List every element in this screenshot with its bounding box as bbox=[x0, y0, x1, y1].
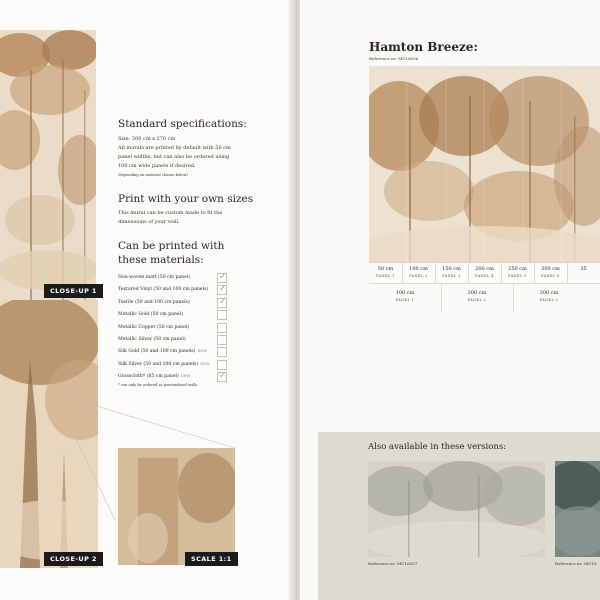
panel-label: PANEL 4 bbox=[475, 274, 494, 278]
material-checkbox[interactable] bbox=[217, 273, 227, 283]
mural-reference: Reference nr: MU16036 bbox=[369, 56, 419, 61]
panel-size-table bbox=[369, 262, 600, 310]
check-icon: ✓ bbox=[219, 371, 227, 382]
version1-image bbox=[368, 461, 545, 557]
panel-cell-top bbox=[468, 266, 501, 280]
panel-label: PANEL 1 bbox=[395, 298, 415, 302]
material-checkbox[interactable] bbox=[217, 310, 227, 320]
scale-image bbox=[118, 448, 235, 565]
panel-label: PANEL 5 bbox=[508, 274, 527, 278]
panel-size: 50 cm bbox=[377, 266, 394, 272]
scale-label: SCALE 1:1 bbox=[185, 552, 238, 566]
material-label: Silk Silver (50 and 100 cm panels) bbox=[118, 361, 199, 367]
material-checkbox[interactable] bbox=[217, 360, 227, 370]
panel-cell-top bbox=[369, 266, 402, 280]
mural-title: Hamton Breeze: bbox=[369, 40, 478, 54]
check-icon: ✓ bbox=[219, 296, 227, 307]
material-label: Textile (50 and 100 cm panels) bbox=[118, 299, 190, 305]
panel-size: 100 cm bbox=[395, 290, 415, 296]
panel-label: PANEL 3 bbox=[442, 274, 461, 278]
material-item bbox=[118, 284, 228, 296]
panel-cell-top bbox=[501, 266, 534, 280]
panel-size: 150 cm bbox=[442, 266, 461, 272]
panel-size: 200 cm bbox=[475, 266, 494, 272]
also-available-section bbox=[318, 432, 600, 600]
panel-size: 300 cm bbox=[541, 266, 560, 272]
specs-size: Size: 500 cm x 270 cm bbox=[118, 136, 176, 142]
panel-cell-top bbox=[402, 266, 435, 280]
specs-line2: panel widths, but can also be ordered using bbox=[118, 154, 230, 160]
panel-label: PANEL 6 bbox=[541, 274, 560, 278]
panel-divider bbox=[534, 263, 535, 283]
material-item bbox=[118, 322, 228, 334]
materials-heading-1: Can be printed with bbox=[118, 240, 225, 252]
panel-label: PANEL 2 bbox=[409, 274, 428, 278]
material-checkbox[interactable] bbox=[217, 347, 227, 357]
material-label: Non-woven matt (50 cm panel) bbox=[118, 275, 191, 280]
material-label: Textured Vinyl (50 and 100 cm panels) bbox=[118, 287, 209, 293]
panel-cell-top bbox=[534, 266, 567, 280]
material-checkbox[interactable] bbox=[217, 372, 227, 382]
check-icon: ✓ bbox=[219, 284, 227, 295]
material-checkbox[interactable] bbox=[217, 323, 227, 333]
material-new-tag: new bbox=[200, 361, 210, 367]
material-item bbox=[118, 346, 228, 358]
panel-divider bbox=[435, 263, 436, 283]
panel-size: 35 bbox=[580, 266, 587, 272]
material-item bbox=[118, 297, 228, 309]
panel-divider bbox=[441, 284, 442, 311]
specs-line1: All murals are printed by default with 50 cm bbox=[118, 145, 231, 151]
forest-image-main bbox=[0, 30, 96, 300]
check-icon: ✓ bbox=[219, 272, 227, 282]
material-checkbox[interactable] bbox=[217, 298, 227, 308]
panel-size: 100 cm bbox=[409, 266, 428, 272]
also-available-heading: Also available in these versions: bbox=[368, 442, 507, 452]
panel-divider bbox=[468, 263, 469, 283]
print-sizes-heading: Print with your own sizes bbox=[118, 193, 254, 205]
material-item bbox=[118, 272, 228, 284]
panel-size: 300 cm bbox=[539, 290, 559, 296]
materials-heading-2: these materials: bbox=[118, 254, 204, 266]
material-label: Grasscloth* (85 cm panel) bbox=[118, 374, 179, 380]
panel-cell-bottom bbox=[369, 290, 441, 304]
material-item bbox=[118, 359, 228, 371]
material-label: Metallic Copper (50 cm panel) bbox=[118, 324, 190, 330]
version2-reference: Reference nr: MU16 bbox=[555, 561, 597, 566]
mural-image bbox=[369, 66, 600, 262]
material-item bbox=[118, 309, 228, 321]
print-sizes-line2: dimensions of your wall. bbox=[118, 219, 180, 225]
materials-footnote: * can only be ordered as personalised walls bbox=[118, 383, 198, 387]
panel-divider bbox=[513, 284, 514, 311]
specs-line3: 100 cm wide panels if desired. bbox=[118, 163, 196, 169]
material-new-tag: new bbox=[180, 374, 191, 380]
version2-image bbox=[555, 461, 600, 557]
panel-label: PANEL 1 bbox=[376, 274, 395, 278]
panel-cell-top bbox=[567, 266, 600, 273]
panel-divider bbox=[501, 263, 502, 283]
panel-label: PANEL 2 bbox=[467, 298, 487, 302]
closeup1-label: CLOSE-UP 1 bbox=[44, 284, 103, 298]
panel-divider bbox=[402, 263, 403, 283]
panel-divider bbox=[567, 263, 568, 283]
panel-size: 200 cm bbox=[467, 290, 487, 296]
panel-cell-top bbox=[435, 266, 468, 280]
version1-reference: Reference nr: MU16037 bbox=[368, 561, 418, 566]
panel-size: 250 cm bbox=[508, 266, 527, 272]
material-checkbox[interactable] bbox=[217, 285, 227, 295]
panel-cell-bottom bbox=[441, 290, 513, 304]
panel-cell-bottom bbox=[513, 290, 585, 304]
panel-label: PANEL 3 bbox=[539, 298, 559, 302]
specs-heading: Standard specifications: bbox=[118, 118, 247, 130]
print-sizes-line1: This mural can be custom made to fit the bbox=[118, 210, 223, 216]
left-page bbox=[0, 0, 292, 600]
panel-row-divider bbox=[369, 283, 600, 284]
material-label: Metallic Silver (50 cm panel) bbox=[118, 337, 186, 342]
closeup2-label: CLOSE-UP 2 bbox=[44, 552, 103, 566]
specs-note: (depending on material chosen below) bbox=[118, 173, 188, 177]
material-label: Metallic Gold (50 cm panel) bbox=[118, 312, 183, 318]
material-item bbox=[118, 334, 228, 346]
material-label: Silk Gold (50 and 100 cm panels) bbox=[118, 349, 196, 355]
material-checkbox[interactable] bbox=[217, 335, 227, 345]
material-new-tag: new bbox=[197, 349, 208, 355]
